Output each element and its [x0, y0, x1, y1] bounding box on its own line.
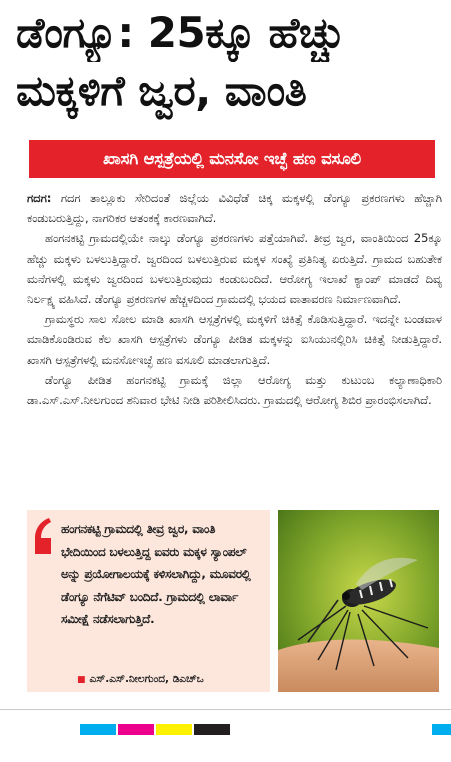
pull-quote-credit — [77, 673, 204, 686]
quote-mark-icon — [33, 516, 53, 558]
article-body — [27, 188, 442, 410]
paragraph-1 — [27, 188, 442, 228]
paragraph-1-text: ಗದಗ ತಾಲ್ಲೂಕು ಸೇರಿದಂತೆ ಜಿಲ್ಲೆಯ ವಿವಿಧೆಡೆ ಚಿಕ್ಕ ಮಕ್ಕಳಲ್ಲಿ ಡೆಂಗ್ಯೂ ಪ್ರಕರಣಗಳು ಹೆಚ್ಚಾಗಿ ಕಂಡುಬರುತ್ತಿದ್ದು, ನಾಗರಿಕರ ಆತಂಕಕ್ಕೆ ಕಾರಣವಾಗಿದೆ. — [27, 191, 442, 226]
subheadline-banner: ಖಾಸಗಿ ಆಸ್ಪತ್ರೆಯಲ್ಲಿ ಮನಸೋ ಇಚ್ಛೆ ಹಣ ವಸೂಲಿ — [29, 140, 435, 178]
yellow-registration-bar — [156, 724, 192, 735]
credit-text: ಎಸ್.ಎಸ್.ನೀಲಗುಂದ, ಡಿಎಚ್‌ಒ — [89, 673, 204, 685]
pull-quote-box — [27, 510, 270, 692]
mosquito-photo — [278, 510, 439, 692]
magenta-registration-bar — [118, 724, 154, 735]
paragraph-3: ಗ್ರಾಮಸ್ಥರು ಸಾಲ ಸೋಲ ಮಾಡಿ ಖಾಸಗಿ ಆಸ್ಪತ್ರೆಗಳಲ್ಲಿ ಮಕ್ಕಳಿಗೆ ಚಿಕಿತ್ಸೆ ಕೊಡಿಸುತ್ತಿದ್ದಾರೆ. ಇದನ್ನೇ ಬಂಡವಾಳ ಮಾಡಿಕೊಂಡಿರುವ ಕೆಲ ಖಾಸಗಿ ಆಸ್ಪತ್ರೆಗಳು ಡೆಂಗ್ಯೂ ಪೀಡಿತ ಮಕ್ಕಳನ್ನು ಐಸಿಯುನಲ್ಲಿರಿಸಿ ಚಿಕಿತ್ಸೆ ನೀಡುತ್ತಿದ್ದಾರೆ. ಖಾಸಗಿ ಆಸ್ಪತ್ರೆಗಳಲ್ಲಿ ಮನಸೋಇಚ್ಛೆ ಹಣ ವಸೂಲಿ ಮಾಡಲಾಗುತ್ತಿದೆ. — [27, 312, 442, 367]
cyan-registration-bar — [80, 724, 116, 735]
headline-line-2: ಮಕ್ಕಳಿಗೆ ಜ್ವರ, ವಾಂತಿ — [16, 66, 307, 115]
headline — [16, 4, 441, 120]
paragraph-4: ಡೆಂಗ್ಯೂ ಪೀಡಿತ ಹಂಗನಕಟ್ಟಿ ಗ್ರಾಮಕ್ಕೆ ಜಿಲ್ಲಾ ಆರೋಗ್ಯ ಮತ್ತು ಕುಟುಂಬ ಕಲ್ಯಾಣಾಧಿಕಾರಿ ಡಾ.ಎಸ್.ಎಸ್.ನೀಲಗುಂದ ಶನಿವಾರ ಭೇಟಿ ನೀಡಿ ಪರಿಶೀಲಿಸಿದರು. ಗ್ರಾಮದಲ್ಲಿ ಆರೋಗ್ಯ ಶಿಬಿರ ಪ್ರಾರಂಭಿಸಲಾಗಿದೆ. — [27, 372, 442, 408]
paragraph-2: ಹಂಗನಕಟ್ಟಿ ಗ್ರಾಮದಲ್ಲಿಯೇ ನಾಲ್ಕು ಡೆಂಗ್ಯೂ ಪ್ರಕರಣಗಳು ಪತ್ತೆಯಾಗಿವೆ. ತೀವ್ರ ಜ್ವರ, ವಾಂತಿಯಿಂದ 25ಕ್ಕೂ ಹೆಚ್ಚು ಮಕ್ಕಳು ಬಳಲುತ್ತಿದ್ದಾರೆ. ಜ್ವರದಿಂದ ಬಳಲುತ್ತಿರುವ ಮಕ್ಕಳ ಸಂಖ್ಯೆ ಪ್ರತಿನಿತ್ಯ ಏರುತ್ತಿದೆ. ಗ್ರಾಮದ ಬಹುತೇಕ ಮನೆಗಳಲ್ಲಿ ಮಕ್ಕಳು ಜ್ವರದಿಂದ ಬಳಲುತ್ತಿರುವುದು ಕಂಡುಬಂದಿದೆ. ಆರೋಗ್ಯ ಇಲಾಖೆ ಕ್ಯಾಂಪ್ ಮಾಡದೆ ದಿವ್ಯ ನಿರ್ಲಕ್ಷ್ಯ ವಹಿಸಿದೆ. ಡೆಂಗ್ಯೂ ಪ್ರಕರಣಗಳ ಹೆಚ್ಚಳದಿಂದ ಗ್ರಾಮದಲ್ಲಿ ಭಯದ ವಾತಾವರಣ ನಿರ್ಮಾಣವಾಗಿದೆ. — [27, 231, 442, 307]
pull-quote-text: ಹಂಗನಕಟ್ಟಿ ಗ್ರಾಮದಲ್ಲಿ ತೀವ್ರ ಜ್ವರ, ವಾಂತಿ ಭೇದಿಯಿಂದ ಬಳಲುತ್ತಿದ್ದ ಐವರು ಮಕ್ಕಳ ಸ್ಯಾಂಪಲ್ ಅನ್ನು ಪ್ರಯೋಗಾಲಯಕ್ಕೆ ಕಳಿಸಲಾಗಿದ್ದು, ಮೂವರಲ್ಲಿ ಡೆಂಗ್ಯೂ ನೆಗೆಟಿವ್ ಬಂದಿದೆ. ಗ್ರಾಮದಲ್ಲಿ ಲಾರ್ವಾ ಸಮೀಕ್ಷೆ ನಡೆಸಲಾಗುತ್ತಿದೆ. — [61, 522, 251, 626]
dateline: ಗದಗ: — [27, 191, 52, 205]
bottom-rule — [0, 709, 451, 710]
black-registration-bar — [194, 724, 230, 735]
square-bullet-icon: ■ — [77, 675, 86, 685]
cyan-edge-mark — [432, 724, 451, 735]
headline-line-1: ಡೆಂಗ್ಯೂ: 25ಕ್ಕೂ ಹೆಚ್ಚು — [16, 8, 345, 57]
